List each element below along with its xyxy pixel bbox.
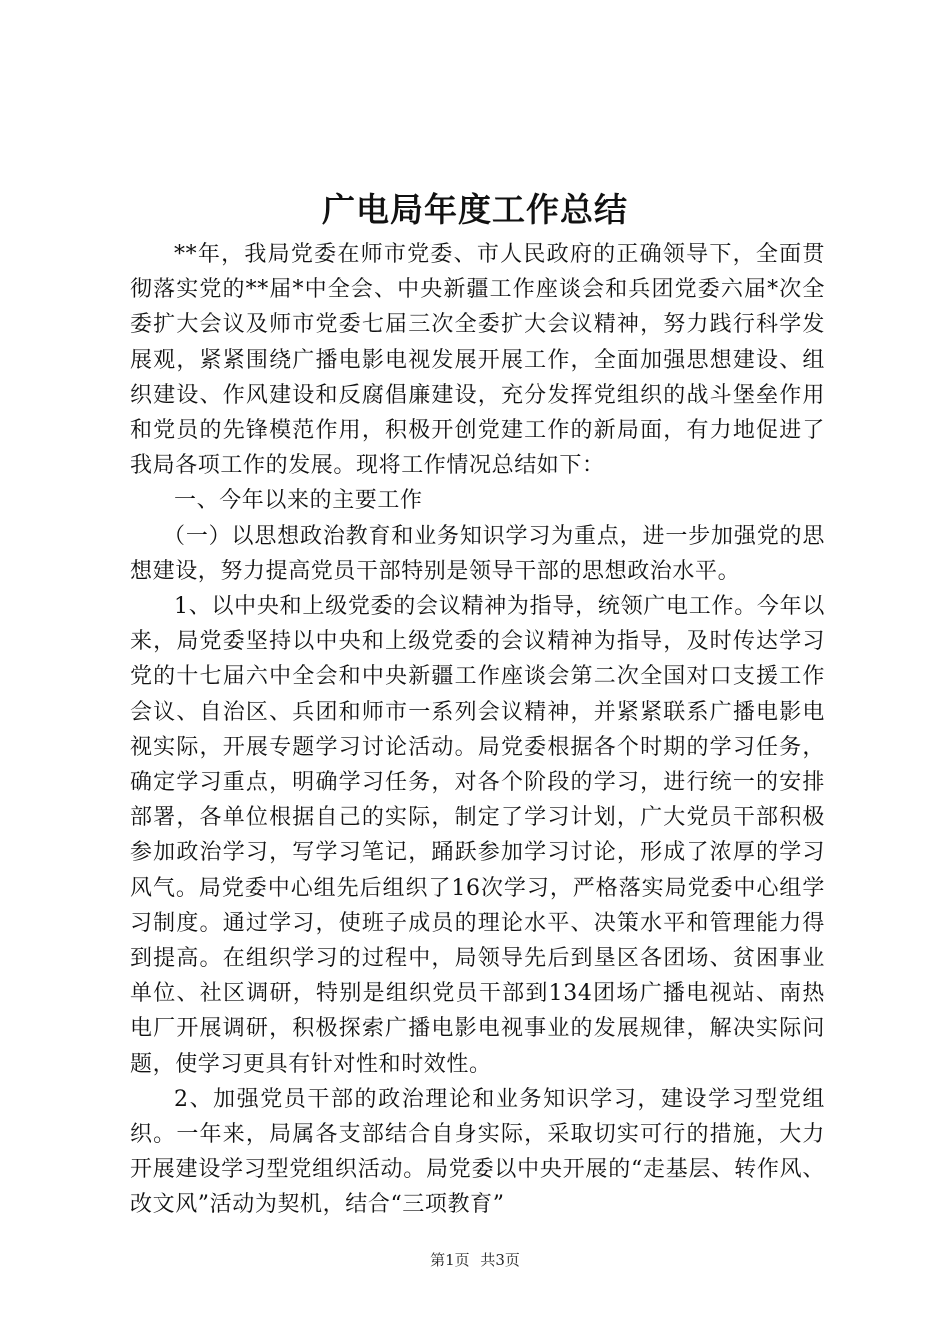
page-total: 共3页 [480, 1251, 520, 1269]
page-footer [0, 1249, 950, 1271]
body-paragraph: 1、以中央和上级党委的会议精神为指导，统领广电工作。今年以来，局党委坚持以中央和上级党委的会议精神为指导，及时传达学习党的十七届六中全会和中央新疆工作座谈会第二次全国对口支援工作会议、自治区、兵团和师市一系列会议精神，并紧紧联系广播电影电视实际，开展专题学习讨论活动。局党委根据各个时期的学习任务，确定学习重点，明确学习任务，对各个阶段的学习，进行统一的安排部署，各单位根据自己的实际，制定了学习计划，广大党员干部积极参加政治学习，写学习笔记，踊跃参加学习讨论，形成了浓厚的学习风气。局党委中心组先后组织了16次学习，严格落实局党委中心组学习制度。通过学习，使班子成员的理论水平、决策水平和管理能力得到提高。在组织学习的过程中，局领导先后到垦区各团场、贫困事业单位、社区调研，特别是组织党员干部到134团场广播电视站、南热电厂开展调研，积极探索广播电影电视事业的发展规律，解决实际问题，使学习更具有针对性和时效性。 [130, 594, 825, 1077]
document-title: 广电局年度工作总结 [322, 190, 628, 229]
document-body [130, 237, 825, 1223]
section-heading: 一、今年以来的主要工作 [174, 488, 423, 514]
body-paragraph: 2、加强党员干部的政治理论和业务知识学习，建设学习型党组织。一年来，局属各支部结合自身实际，采取切实可行的措施，大力开展建设学习型党组织活动。局党委以中央开展的“走基层、转作风、改文风”活动为契机，结合“三项教育” [130, 1086, 825, 1218]
intro-paragraph: **年，我局党委在师市党委、市人民政府的正确领导下，全面贯彻落实党的**届*中全会、中央新疆工作座谈会和兵团党委六届*次全委扩大会议及师市党委七届三次全委扩大会议精神，努力践行科学发展观，紧紧围绕广播电影电视发展开展工作，全面加强思想建设、组织建设、作风建设和反腐倡廉建设，充分发挥党组织的战斗堡垒作用和党员的先锋模范作用，积极开创党建工作的新局面，有力地促进了我局各项工作的发展。现将工作情况总结如下： [130, 242, 825, 479]
subsection-heading: （一）以思想政治教育和业务知识学习为重点，进一步加强党的思想建设，努力提高党员干部特别是领导干部的思想政治水平。 [130, 523, 825, 584]
page-number: 第1页 [430, 1251, 470, 1269]
